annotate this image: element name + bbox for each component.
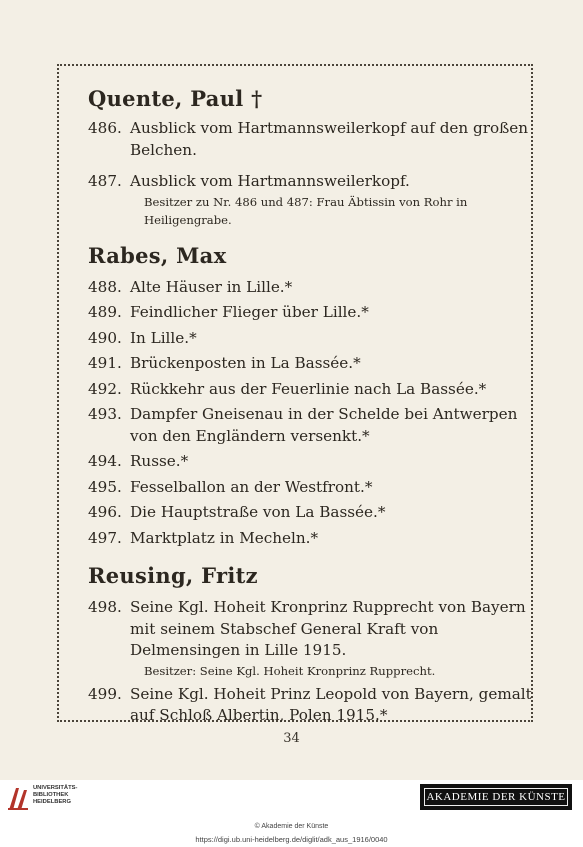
- artist-heading: Quente, Paul †: [88, 86, 263, 111]
- catalog-entry: [88, 597, 538, 662]
- catalog-entry: [88, 404, 538, 447]
- entry-number: 488.: [88, 277, 122, 296]
- catalog-entry: [88, 528, 538, 550]
- entry-title: Seine Kgl. Hoheit Prinz Leopold von Bayern, gemalt auf Schloß Albertin, Polen 1915.*: [130, 684, 532, 724]
- owner-note: Besitzer zu Nr. 486 und 487: Frau Äbtissin von Rohr in Heiligengrabe.: [144, 194, 468, 227]
- entry-number: 494.: [88, 452, 122, 470]
- entry-title: Die Hauptstraße von La Bassée.*: [130, 503, 386, 521]
- owner-note: Besitzer: Seine Kgl. Hoheit Kronprinz Rupprecht.: [144, 663, 436, 678]
- library-emblem-icon: [6, 784, 30, 812]
- entry-title: Seine Kgl. Hoheit Kronprinz Rupprecht von Bayern mit seinem Stabschef General Kraft von Delmensingen in Lille 1915.: [130, 598, 526, 659]
- library-logo-text: UNIVERSITÄTS- BIBLIOTHEK HEIDELBERG: [33, 785, 78, 805]
- entry-number: 487.: [88, 172, 122, 190]
- entry-number: 486.: [88, 119, 122, 137]
- entry-number: 493.: [88, 405, 122, 423]
- entry-title: Fesselballon an der Westfront.*: [130, 477, 373, 496]
- entry-title: Dampfer Gneisenau in der Schelde bei Antwerpen von den Engländern versenkt.*: [130, 405, 518, 445]
- catalog-entry: [88, 353, 538, 375]
- permalink-url[interactable]: https://digi.ub.uni-heidelberg.de/diglit/adk_aus_1916/0040: [195, 835, 388, 844]
- entry-number: 497.: [88, 528, 122, 547]
- entry-number: 491.: [88, 354, 122, 372]
- akademie-logo[interactable]: [420, 784, 572, 810]
- catalog-entry: [88, 684, 538, 727]
- akademie-label: AKADEMIE DER KÜNSTE: [424, 788, 568, 806]
- entry-number: 490.: [88, 328, 122, 347]
- catalog-entry: [88, 328, 538, 350]
- catalog-entry: [88, 502, 538, 524]
- entry-number: 499.: [88, 684, 122, 703]
- entry-title: In Lille.*: [130, 328, 197, 347]
- copyright-text: © Akademie der Künste: [254, 823, 329, 830]
- entry-title: Brückenposten in La Bassée.*: [130, 354, 361, 372]
- entry-number: 498.: [88, 598, 122, 616]
- university-library-logo[interactable]: [6, 784, 96, 814]
- catalog-entry: [88, 277, 538, 299]
- catalog-content: [88, 84, 538, 727]
- entry-title: Alte Häuser in Lille.*: [130, 277, 293, 296]
- entry-title: Rückkehr aus der Feuerlinie nach La Bassée.*: [130, 379, 487, 398]
- catalog-entry: [88, 379, 538, 401]
- catalog-entry: [88, 451, 538, 473]
- entry-number: 489.: [88, 303, 122, 321]
- catalog-entry: [88, 477, 538, 499]
- catalog-entry: [88, 118, 538, 161]
- catalog-entry: [88, 171, 538, 193]
- page-number: 34: [283, 731, 300, 746]
- entry-number: 492.: [88, 379, 122, 398]
- entry-number: 495.: [88, 477, 122, 496]
- entry-title: Feindlicher Flieger über Lille.*: [130, 303, 369, 321]
- entry-number: 496.: [88, 503, 122, 521]
- artist-heading: Rabes, Max: [88, 242, 227, 268]
- artist-heading: Reusing, Fritz: [88, 563, 258, 588]
- entry-title: Ausblick vom Hartmannsweilerkopf.: [130, 172, 410, 190]
- catalog-entry: [88, 302, 538, 324]
- entry-title: Russe.*: [130, 452, 189, 470]
- entry-title: Ausblick vom Hartmannsweilerkopf auf den großen Belchen.: [130, 119, 529, 159]
- entry-title: Marktplatz in Mecheln.*: [130, 528, 319, 547]
